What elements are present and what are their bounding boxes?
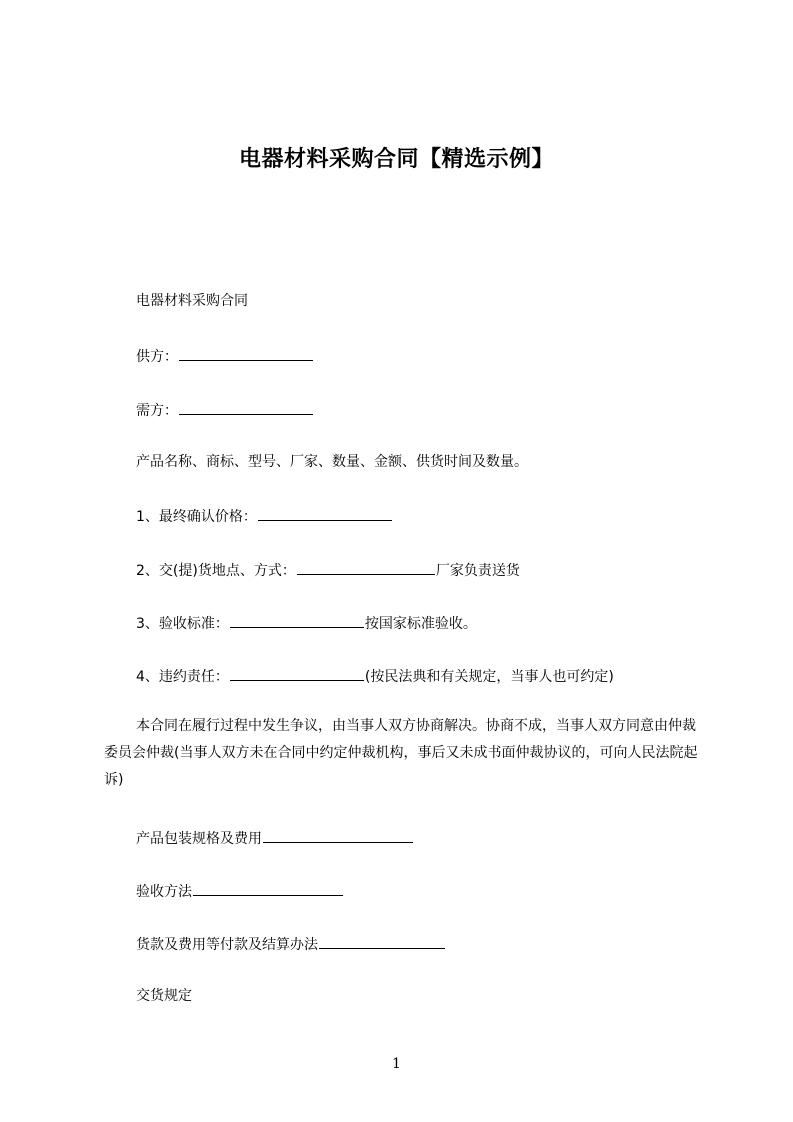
packaging-line bbox=[136, 828, 414, 848]
acceptance-method-line bbox=[136, 881, 344, 901]
payment-blank[interactable] bbox=[319, 934, 445, 949]
item3-line bbox=[136, 613, 477, 633]
buyer-blank[interactable] bbox=[179, 400, 313, 415]
supplier-line bbox=[136, 346, 314, 366]
document-title: 电器材料采购合同【精选示例】 bbox=[238, 147, 554, 172]
dispute-paragraph: 本合同在履行过程中发生争议，由当事人双方协商解决。协商不成，当事人双方同意由仲裁委员会仲裁(当事人双方未在合同中约定仲裁机构，事后又未成书面仲裁协议的，可向人民法院起诉) bbox=[104, 718, 698, 788]
item3-suffix: 按国家标准验收。 bbox=[364, 616, 477, 632]
acceptance-method-label: 验收方法 bbox=[136, 884, 192, 900]
product-info-line: 产品名称、商标、型号、厂家、数量、金额、供货时间及数量。 bbox=[136, 454, 528, 470]
packaging-label: 产品包装规格及费用 bbox=[136, 831, 262, 847]
payment-line bbox=[136, 934, 446, 954]
contract-subtitle: 电器材料采购合同 bbox=[136, 293, 248, 309]
item2-line bbox=[136, 560, 520, 580]
supplier-blank[interactable] bbox=[179, 346, 313, 361]
payment-label: 货款及费用等付款及结算办法 bbox=[136, 937, 318, 953]
item4-line bbox=[136, 666, 614, 686]
packaging-blank[interactable] bbox=[263, 828, 413, 843]
item1-line bbox=[136, 506, 393, 526]
item3-blank[interactable] bbox=[230, 613, 364, 628]
acceptance-method-blank[interactable] bbox=[193, 881, 343, 896]
item2-suffix: 厂家负责送货 bbox=[435, 563, 520, 579]
supplier-label: 供方： bbox=[136, 349, 178, 365]
item4-label: 4、违约责任： bbox=[136, 669, 229, 685]
item2-blank[interactable] bbox=[297, 560, 435, 575]
item3-label: 3、验收标准： bbox=[136, 616, 229, 632]
item2-label: 2、交(提)货地点、方式： bbox=[136, 563, 296, 579]
buyer-line bbox=[136, 400, 314, 420]
delivery-rules-line: 交货规定 bbox=[136, 988, 192, 1004]
buyer-label: 需方： bbox=[136, 403, 178, 419]
item1-blank[interactable] bbox=[258, 506, 392, 521]
item4-suffix: (按民法典和有关规定，当事人也可约定) bbox=[364, 669, 614, 685]
item1-label: 1、最终确认价格： bbox=[136, 509, 257, 525]
page-number: 1 bbox=[392, 1056, 401, 1072]
item4-blank[interactable] bbox=[230, 666, 364, 681]
